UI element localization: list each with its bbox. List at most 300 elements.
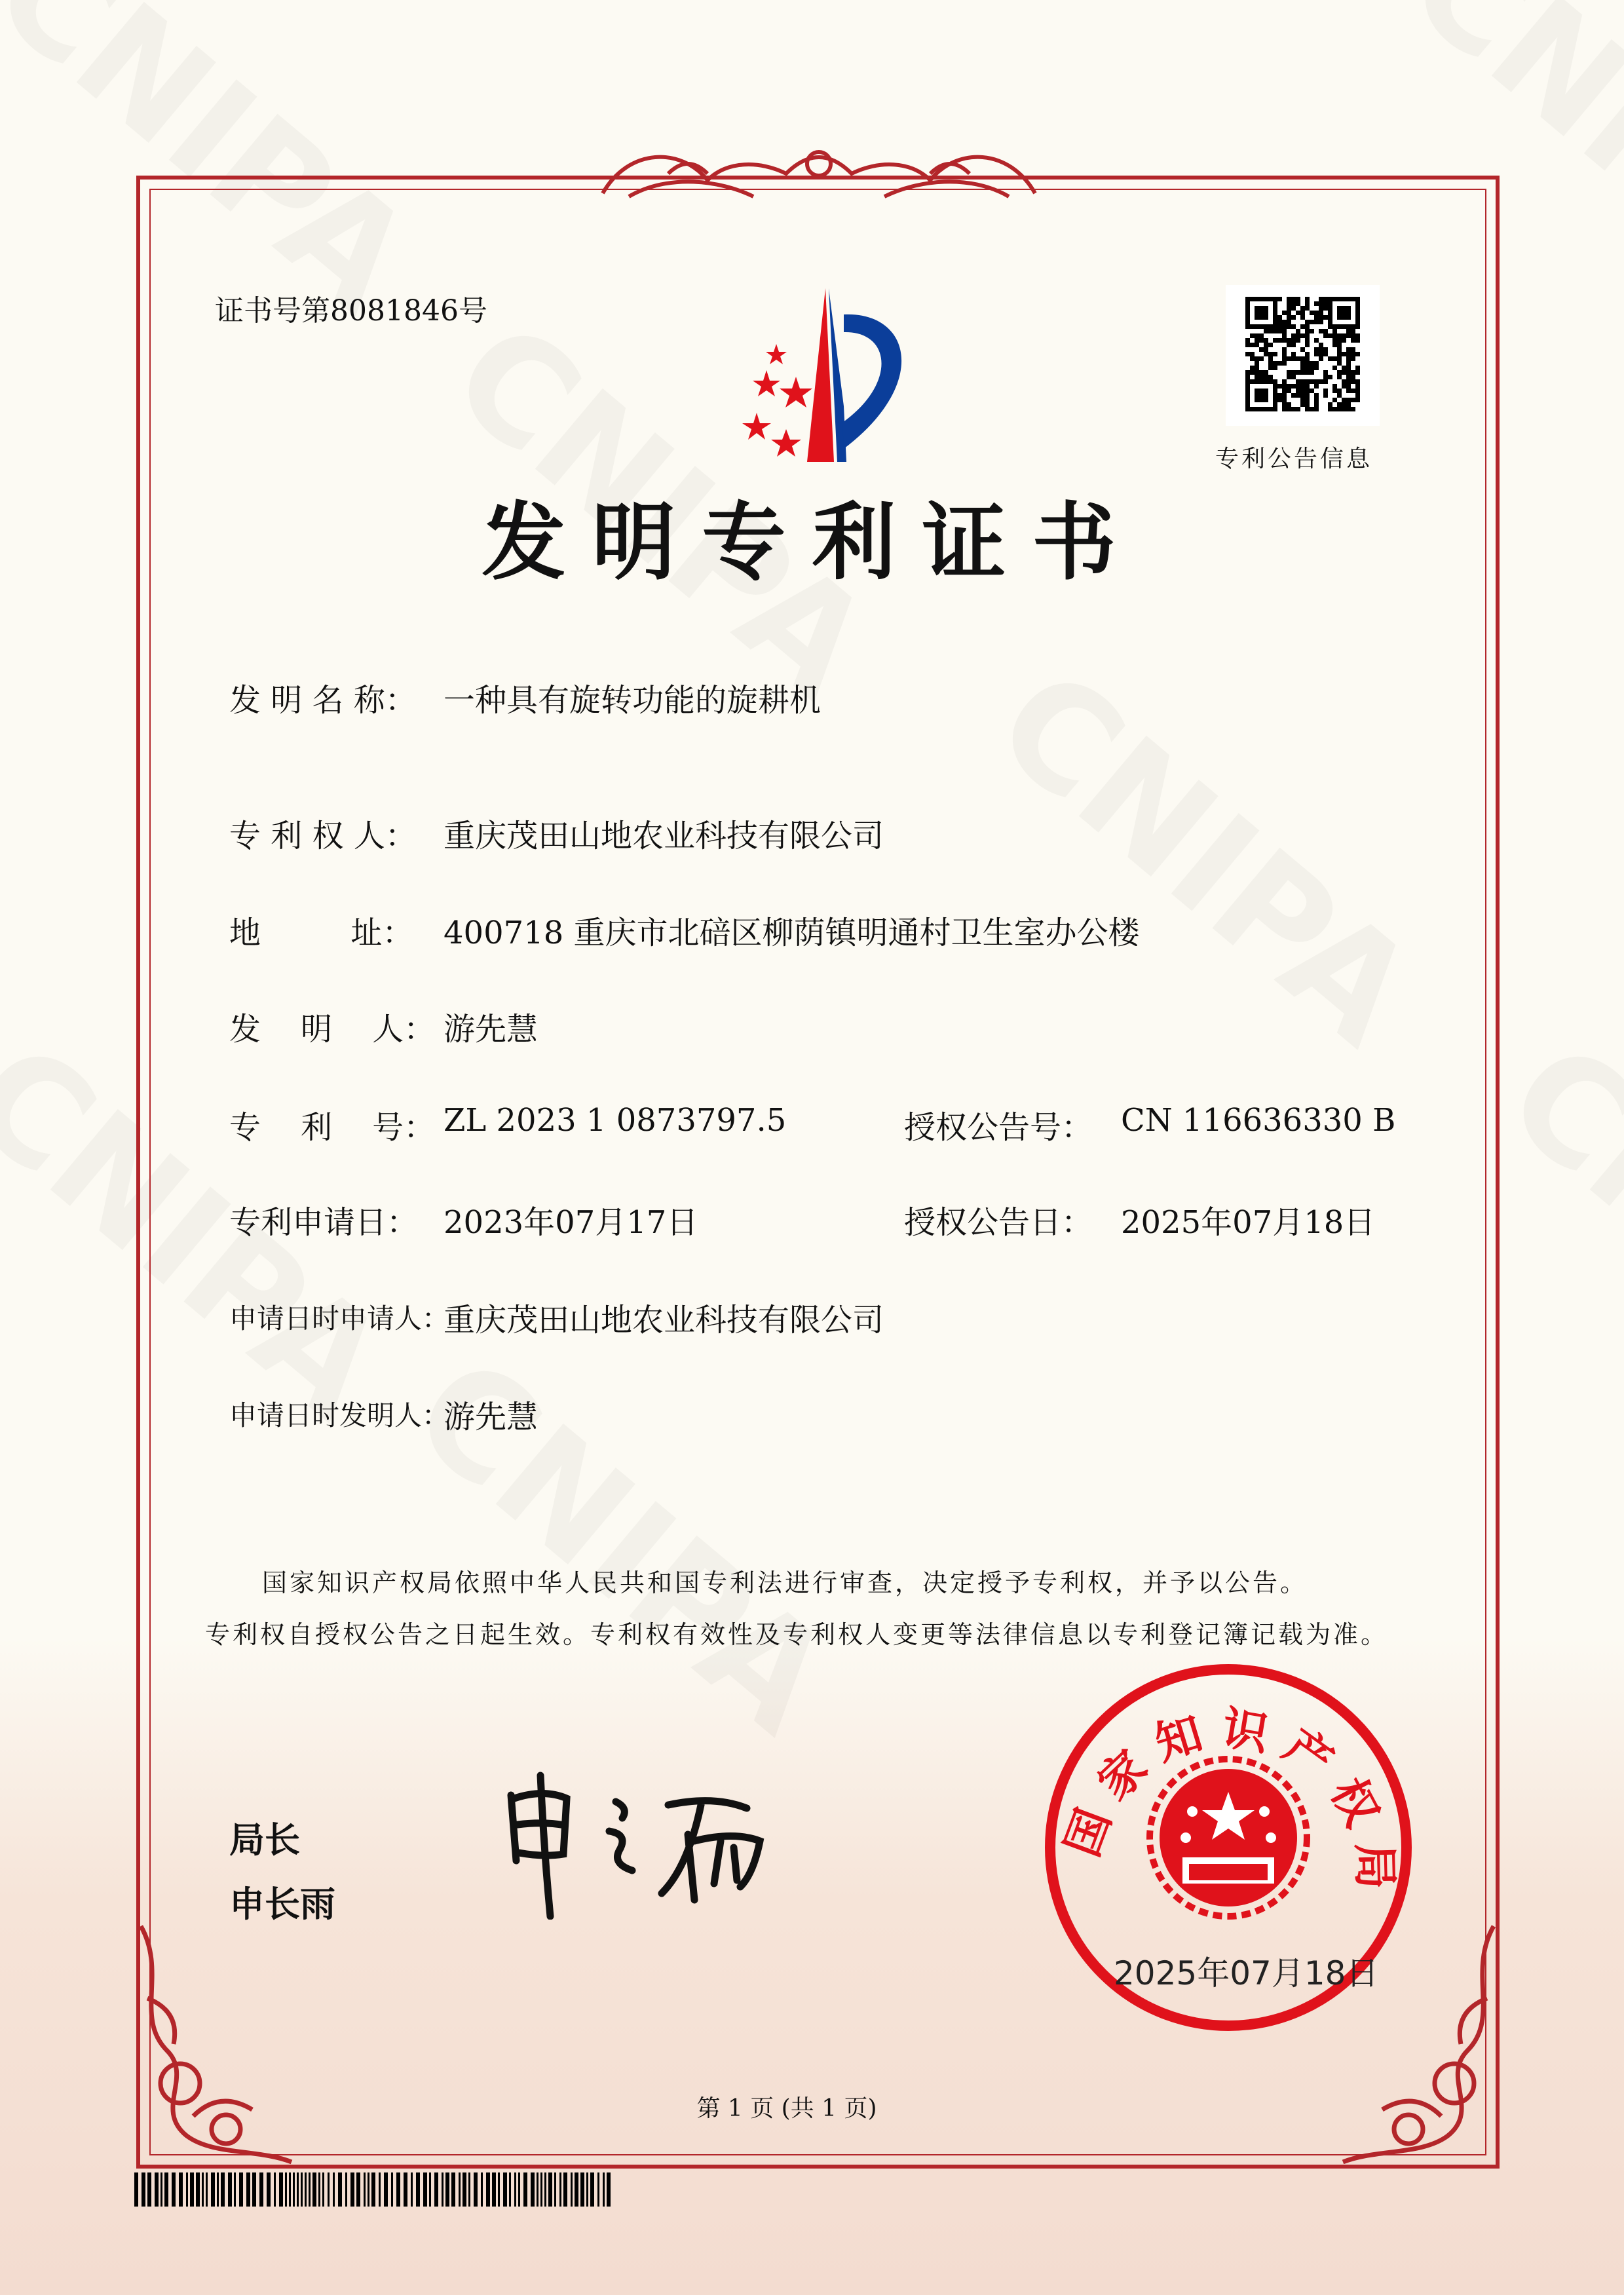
qr-module [1332,407,1337,411]
qr-module [1319,329,1323,333]
barcode-bar [350,2172,354,2207]
qr-module [1319,347,1323,352]
qr-module [1323,315,1328,320]
qr-module [1282,320,1287,324]
qr-module [1296,356,1300,361]
qr-module [1314,320,1319,324]
qr-module [1296,329,1300,333]
barcode [134,2172,613,2207]
barcode-bar [590,2172,594,2207]
qr-module [1291,407,1296,411]
qr-module [1287,370,1291,375]
barcode-bar [442,2172,444,2207]
qr-module [1300,366,1305,370]
qr-module [1314,393,1319,398]
barcode-bar [481,2172,483,2207]
qr-module [1355,338,1360,343]
qr-module [1351,407,1355,411]
qr-module [1351,398,1355,402]
qr-module [1245,343,1250,347]
qr-module [1332,366,1337,370]
qr-module [1259,338,1264,343]
qr-module [1300,311,1305,315]
qr-module [1337,343,1342,347]
qr-module [1305,393,1310,398]
qr-code-pattern [1226,285,1380,426]
barcode-bar [559,2172,561,2207]
qr-module [1291,370,1296,375]
qr-module [1314,398,1319,402]
qr-module [1314,361,1319,366]
qr-module [1277,338,1282,343]
qr-module [1346,333,1351,338]
qr-module [1355,366,1360,370]
barcode-bar [309,2172,311,2207]
qr-module [1291,338,1296,343]
qr-module [1277,297,1282,301]
barcode-bar [371,2172,375,2207]
seal-date: 2025年07月18日 [1114,1954,1379,1992]
barcode-bar [364,2172,366,2207]
qr-module [1328,375,1332,379]
qr-module [1291,393,1296,398]
qr-module [1305,361,1310,366]
qr-module [1259,375,1264,379]
qr-module [1282,398,1287,402]
qr-module [1255,343,1259,347]
barcode-bar [416,2172,420,2207]
qr-module [1296,301,1300,306]
qr-module [1310,361,1314,366]
qr-module [1323,301,1328,306]
qr-module [1287,306,1291,311]
qr-module [1342,370,1346,375]
barcode-bar [459,2172,461,2207]
barcode-bar [305,2172,307,2207]
qr-module [1314,407,1319,411]
qr-module [1296,338,1300,343]
qr-module [1342,366,1346,370]
qr-module [1255,361,1259,366]
barcode-bar [186,2172,188,2207]
qr-module [1332,398,1337,402]
qr-module [1342,333,1346,338]
qr-module [1268,366,1273,370]
barcode-bar [404,2172,407,2207]
qr-module [1287,320,1291,324]
qr-module [1337,361,1342,366]
barcode-bar [597,2172,599,2207]
qr-module [1337,402,1342,407]
inventor-label: 发 明 人： [229,1011,436,1048]
qr-module [1310,407,1314,411]
qr-module [1296,393,1300,398]
qr-module [1245,370,1250,375]
inventor-at-filing-label: 申请日时发明人： [229,1399,450,1432]
director-name: 申长雨 [229,1884,335,1925]
qr-module [1310,379,1314,384]
barcode-bar [544,2172,546,2207]
qr-module [1300,370,1305,375]
qr-module [1355,370,1360,375]
page-number: 第 1 页 (共 1 页) [696,2095,877,2122]
qr-module [1337,356,1342,361]
qr-module [1328,402,1332,407]
barcode-bar [239,2172,243,2207]
qr-module [1305,398,1310,402]
top-ornament [590,134,1048,213]
applicant-at-filing-label: 申请日时申请人： [229,1302,450,1335]
invention-name-label: 发 明 名 称： [229,682,417,719]
barcode-bar [333,2172,335,2207]
qr-module [1314,311,1319,315]
barcode-bar [211,2172,215,2207]
qr-module [1355,398,1360,402]
barcode-bar [196,2172,200,2207]
barcode-bar [252,2172,256,2207]
qr-module [1346,361,1351,366]
qr-module [1282,361,1287,366]
qr-module [1305,379,1310,384]
barcode-bar [190,2172,194,2207]
qr-module [1332,329,1337,333]
qr-module [1291,356,1296,361]
qr-module [1291,343,1296,347]
qr-module [1300,361,1305,366]
barcode-bar [509,2172,511,2207]
qr-module [1282,333,1287,338]
qr-module [1346,352,1351,356]
qr-module [1287,375,1291,379]
qr-module [1250,370,1255,375]
qr-module [1277,384,1282,389]
barcode-bar [285,2172,287,2207]
barcode-bar [179,2172,183,2207]
qr-module [1346,347,1351,352]
barcode-bar [356,2172,360,2207]
barcode-bar [155,2172,159,2207]
qr-module [1314,379,1319,384]
grant-pub-date-value: 2025年07月18日 [1121,1204,1376,1241]
qr-module [1351,389,1355,393]
qr-module [1245,352,1250,356]
qr-module [1346,375,1351,379]
qr-module [1346,366,1351,370]
qr-module [1337,393,1342,398]
qr-module [1305,389,1310,393]
qr-module [1282,352,1287,356]
qr-module [1296,297,1300,301]
qr-module [1351,370,1355,375]
qr-module [1305,333,1310,338]
barcode-bar [301,2172,303,2207]
barcode-bar [328,2172,330,2207]
qr-code[interactable] [1226,285,1380,426]
filing-date-label: 专利申请日： [229,1204,419,1241]
qr-module [1245,375,1250,379]
qr-module [1323,370,1328,375]
qr-module [1282,311,1287,315]
grant-pub-number-value: CN 116636330 B [1121,1102,1396,1139]
barcode-bar [451,2172,455,2207]
qr-module [1282,384,1287,389]
qr-module [1287,384,1291,389]
qr-module [1314,402,1319,407]
qr-module [1296,370,1300,375]
barcode-bar [279,2172,283,2207]
qr-module [1250,356,1255,361]
qr-module [1300,398,1305,402]
statement-line-1: 国家知识产权局依照中华人民共和国专利法进行审查，决定授予专利权，并予以公告。 [262,1568,1308,1597]
qr-module [1287,338,1291,343]
qr-module [1264,370,1268,375]
barcode-bar [492,2172,496,2207]
qr-module [1319,306,1323,311]
qr-module [1305,320,1310,324]
barcode-bar [289,2172,291,2207]
qr-module [1319,352,1323,356]
director-title: 局长 [229,1819,300,1861]
qr-module [1250,343,1255,347]
qr-module [1337,352,1342,356]
qr-module [1250,366,1255,370]
qr-module [1268,343,1273,347]
barcode-bar [523,2172,527,2207]
barcode-bar [540,2172,542,2207]
qr-module [1337,338,1342,343]
qr-module [1287,315,1291,320]
qr-module [1319,343,1323,347]
qr-module [1314,366,1319,370]
qr-module [1264,352,1268,356]
grant-pub-number-label: 授权公告号： [904,1109,1093,1146]
barcode-bar [228,2172,232,2207]
qr-module [1314,347,1319,352]
qr-module [1277,315,1282,320]
barcode-bar [463,2172,466,2207]
cnipa-logo [694,285,943,468]
barcode-bar [586,2172,588,2207]
qr-module [1314,352,1319,356]
qr-module [1337,407,1342,411]
qr-module [1305,407,1310,411]
qr-module [1314,338,1319,343]
qr-module [1310,329,1314,333]
qr-module [1346,370,1351,375]
qr-module [1310,366,1314,370]
barcode-bar [486,2172,490,2207]
qr-module [1314,315,1319,320]
qr-module [1291,384,1296,389]
qr-module [1332,384,1337,389]
qr-module [1287,297,1291,301]
qr-module [1300,389,1305,393]
barcode-bar [338,2172,342,2207]
qr-module [1305,384,1310,389]
qr-module [1287,301,1291,306]
qr-module [1300,402,1305,407]
qr-module [1342,398,1346,402]
barcode-bar [607,2172,611,2207]
qr-module [1300,384,1305,389]
qr-module [1264,347,1268,352]
qr-module [1346,329,1351,333]
applicant-at-filing-value: 重庆茂田山地农业科技有限公司 [444,1302,884,1338]
barcode-bar [297,2172,299,2207]
qr-module [1355,333,1360,338]
qr-module [1355,389,1360,393]
qr-module [1305,343,1310,347]
barcode-bar [379,2172,381,2207]
qr-module [1332,356,1337,361]
qr-finder [1255,306,1268,320]
qr-module [1305,366,1310,370]
qr-module [1264,375,1268,379]
qr-module [1351,347,1355,352]
invention-name-value: 一种具有旋转功能的旋耕机 [444,682,821,719]
qr-module [1300,315,1305,320]
qr-module [1277,324,1282,329]
qr-module [1319,301,1323,306]
qr-module [1250,333,1255,338]
qr-module [1296,407,1300,411]
qr-module [1337,347,1342,352]
qr-module [1287,402,1291,407]
corner-ornament-left [128,1920,298,2169]
barcode-bar [575,2172,578,2207]
qr-module [1259,347,1264,352]
barcode-bar [164,2172,168,2207]
qr-module [1351,375,1355,379]
barcode-bar [423,2172,427,2207]
qr-module [1346,402,1351,407]
qr-module [1342,379,1346,384]
qr-module [1323,393,1328,398]
qr-module [1351,356,1355,361]
qr-module [1245,338,1250,343]
qr-module [1323,352,1328,356]
qr-module [1282,324,1287,329]
address-value: 400718 重庆市北碚区柳荫镇明通村卫生室办公楼 [444,915,1140,951]
qr-module [1323,379,1328,384]
qr-module [1287,343,1291,347]
barcode-bar [234,2172,236,2207]
qr-module [1337,333,1342,338]
qr-module [1277,393,1282,398]
barcode-bar [518,2172,520,2207]
filing-date-value: 2023年07月17日 [444,1204,698,1241]
qr-module [1300,379,1305,384]
qr-module [1332,338,1337,343]
patent-number-value: ZL 2023 1 0873797.5 [444,1102,787,1139]
barcode-bar [217,2172,219,2207]
patent-number-label: 专 利 号： [229,1109,436,1146]
barcode-bar [322,2172,324,2207]
barcode-bar [161,2172,162,2207]
qr-module [1273,366,1277,370]
qr-module [1305,402,1310,407]
qr-module [1342,407,1346,411]
qr-module [1300,306,1305,311]
barcode-bar [312,2172,316,2207]
qr-module [1300,356,1305,361]
barcode-bar [429,2172,431,2207]
qr-module [1287,407,1291,411]
barcode-bar [503,2172,507,2207]
qr-module [1323,333,1328,338]
qr-module [1305,301,1310,306]
qr-module [1287,324,1291,329]
qr-finder [1255,389,1268,402]
qr-module [1314,384,1319,389]
qr-module [1342,352,1346,356]
qr-module [1332,389,1337,393]
qr-module [1282,407,1287,411]
qr-module [1255,370,1259,375]
qr-module [1282,393,1287,398]
qr-module [1332,343,1337,347]
qr-module [1287,356,1291,361]
inventor-value: 游先慧 [444,1011,538,1048]
qr-module [1305,338,1310,343]
barcode-bar [267,2172,271,2207]
qr-module [1255,338,1259,343]
qr-module [1337,370,1342,375]
statement-line-2: 专利权自授权公告之日起生效。专利权有效性及专利权人变更等法律信息以专利登记簿记载为准。 [205,1620,1389,1649]
qr-module [1346,384,1351,389]
qr-module [1255,333,1259,338]
qr-module [1346,379,1351,384]
barcode-bar [474,2172,478,2207]
address-label: 地 址： [229,915,414,951]
qr-module [1255,356,1259,361]
qr-module [1273,361,1277,366]
qr-module [1351,329,1355,333]
qr-module [1255,366,1259,370]
qr-module [1346,398,1351,402]
barcode-bar [147,2172,151,2207]
qr-module [1282,338,1287,343]
barcode-bar [531,2172,535,2207]
barcode-bar [172,2172,176,2207]
barcode-bar [259,2172,263,2207]
qr-module [1323,306,1328,311]
qr-finder [1337,306,1351,320]
qr-module [1282,329,1287,333]
qr-module [1310,370,1314,375]
certificate-number: 证书号第8081846号 [215,294,487,328]
qr-module [1291,333,1296,338]
qr-module [1323,375,1328,379]
qr-module [1259,356,1264,361]
qr-module [1342,338,1346,343]
barcode-bar [134,2172,138,2207]
barcode-bar [514,2172,516,2207]
qr-module [1268,361,1273,366]
qr-module [1328,333,1332,338]
qr-module [1305,324,1310,329]
qr-module [1291,324,1296,329]
qr-module [1282,347,1287,352]
qr-module [1319,297,1323,301]
qr-module [1296,384,1300,389]
seal-text: 国家知识产权局 [1055,1701,1403,1905]
qr-module [1346,356,1351,361]
barcode-bar [554,2172,556,2207]
barcode-bar [580,2172,584,2207]
barcode-bar [548,2172,552,2207]
qr-module [1342,402,1346,407]
